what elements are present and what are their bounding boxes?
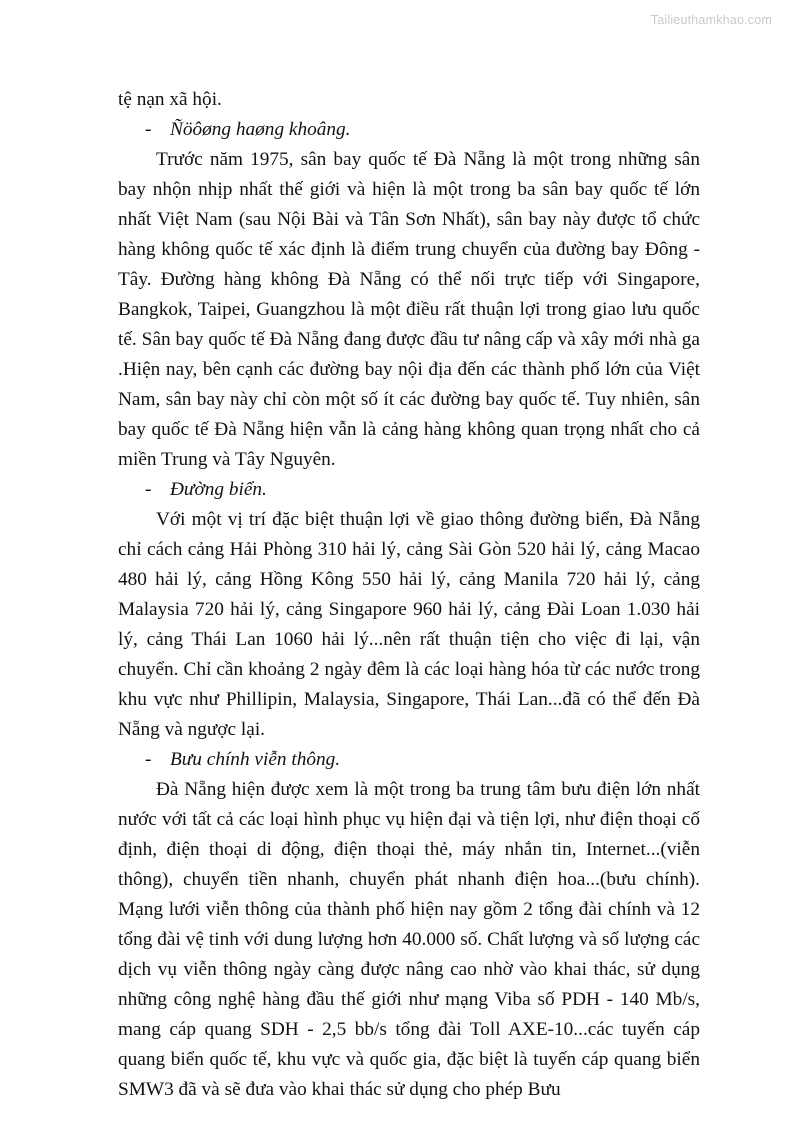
paragraph-sea-transport: Với một vị trí đặc biệt thuận lợi về giao thông đường biển, Đà Nẵng chỉ cách cảng Hải Phòng 310 hải lý, cảng Sài Gòn 520 hải lý, cảng Macao 480 hải lý, cảng Hồng Kông 550 hải lý, cảng Manila 720 hải lý, cảng Malaysia 720 hải lý, cảng Singapore 960 hải lý, cảng Đài Loan 1.030 hải lý, cảng Thái Lan 1060 hải lý...nên rất thuận tiện cho việc đi lại, vận chuyển. Chỉ cần khoảng 2 ngày đêm là các loại hàng hóa từ các nước trong khu vực như Phillipin, Malaysia, Singapore, Thái Lan...đã có thể đến Đà Nẵng và ngược lại. [118, 509, 700, 740]
bullet-label: Đường biển. [170, 479, 267, 500]
paragraph-air-transport: Trước năm 1975, sân bay quốc tế Đà Nẵng là một trong những sân bay nhộn nhịp nhất thế giới và hiện là một trong ba sân bay quốc tế lớn nhất Việt Nam (sau Nội Bài và Tân Sơn Nhất), sân bay này được tổ chức hàng không quốc tế xác định là điểm trung chuyển của đường bay Đông - Tây. Đường hàng không Đà Nẵng có thể nối trực tiếp với Singapore, Bangkok, Taipei, Guangzhou là một điều rất thuận lợi trong giao lưu quốc tế. Sân bay quốc tế Đà Nẵng đang được đầu tư nâng cấp và xây mới nhà ga .Hiện nay, bên cạnh các đường bay nội địa đến các thành phố lớn của Việt Nam, sân bay này chỉ còn một số ít các đường bay quốc tế. Tuy nhiên, sân bay quốc tế Đà Nẵng hiện vẫn là cảng hàng không quan trọng nhất cho cả miền Trung và Tây Nguyên. [118, 149, 700, 470]
bullet-dash-icon: - [145, 119, 152, 140]
bullet-item-air-transport [118, 115, 700, 145]
bullet-label: Ñöôøng haøng khoâng. [170, 119, 351, 140]
paragraph-continuation: tệ nạn xã hội. [118, 89, 222, 110]
bullet-dash-icon: - [145, 749, 152, 770]
bullet-dash-icon: - [145, 479, 152, 500]
document-body [118, 85, 700, 1105]
paragraph-telecommunications: Đà Nẵng hiện được xem là một trong ba trung tâm bưu điện lớn nhất nước với tất cả các loại hình phục vụ hiện đại và tiện lợi, như điện thoại cố định, điện thoại di động, điện thoại thẻ, máy nhắn tin, Internet...(viễn thông), chuyển tiền nhanh, chuyển phát nhanh điện hoa...(bưu chính). Mạng lưới viễn thông của thành phố hiện nay gồm 2 tổng đài chính và 12 tổng đài vệ tinh với dung lượng hơn 40.000 số. Chất lượng và số lượng các dịch vụ viễn thông ngày càng được nâng cao nhờ vào khai thác, sử dụng những công nghệ hàng đầu thế giới như mạng Viba số PDH - 140 Mb/s, mang cáp quang SDH - 2,5 bb/s tổng đài Toll AXE-10...các tuyến cáp quang biển quốc tế, khu vực và quốc gia, đặc biệt là tuyến cáp quang biển SMW3 đã và sẽ đưa vào khai thác sử dụng cho phép Bưu [118, 779, 700, 1100]
bullet-item-sea-transport [118, 475, 700, 505]
watermark-text: Tailieuthamkhao.com [650, 13, 772, 27]
bullet-label: Bưu chính viễn thông. [170, 749, 341, 770]
bullet-item-telecommunications [118, 745, 700, 775]
